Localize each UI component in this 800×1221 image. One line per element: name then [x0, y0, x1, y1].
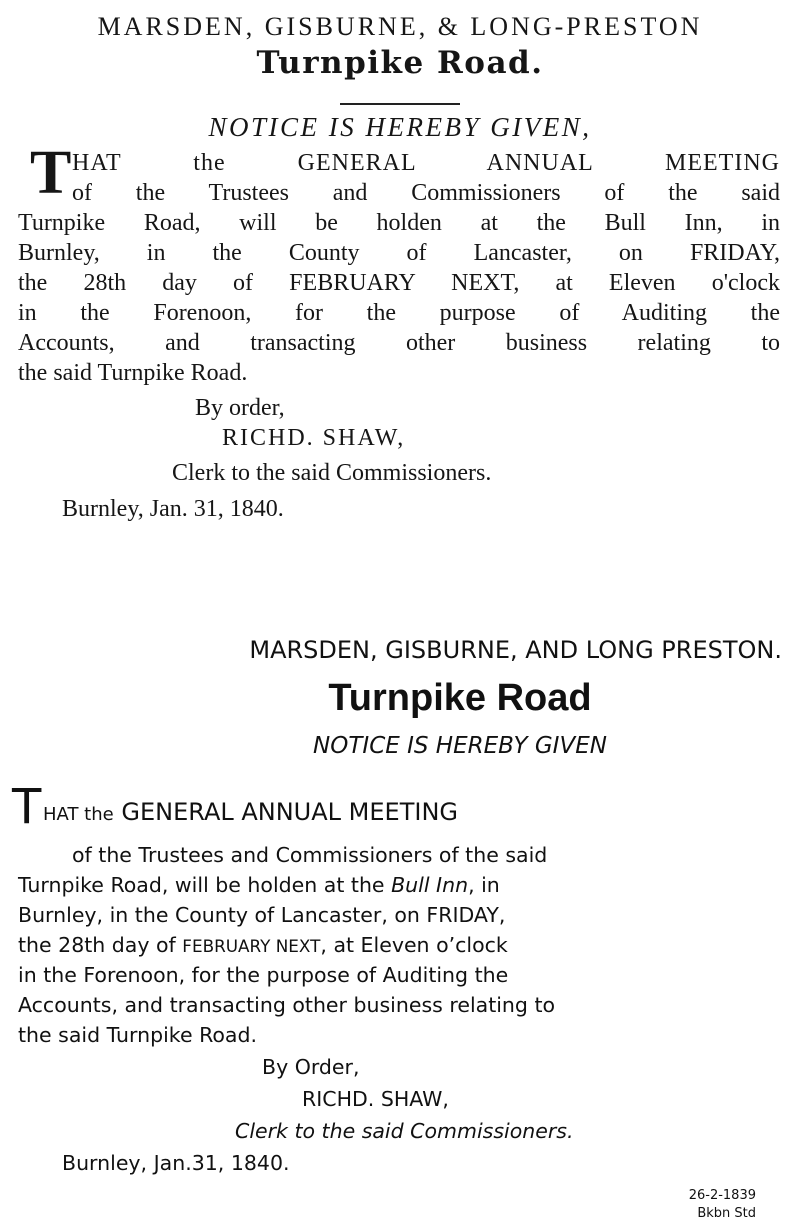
original-signatory: RICHD. SHAW,: [222, 425, 406, 451]
original-body-line: of the Trustees and Commissioners of the said: [72, 180, 780, 206]
transcription-body-line: [18, 933, 508, 957]
transcription-by-order: By Order,: [262, 1055, 360, 1079]
original-body-line: HAT the GENERAL ANNUAL MEETING: [72, 150, 780, 176]
original-body-line: Burnley, in the County of Lancaster, on FRIDAY,: [18, 240, 780, 266]
transcription-body-line: [18, 873, 500, 897]
transcription-body-line: Accounts, and transacting other business relating to: [18, 993, 556, 1017]
reference-date: 26-2-1839: [688, 1188, 756, 1203]
transcription-notice-heading: NOTICE IS HEREBY GIVEN: [313, 733, 607, 759]
first-line-small-text: HAT the: [43, 804, 114, 825]
transcription-title: Turnpike Road: [328, 677, 592, 719]
original-body-line: Turnpike Road, will be holden at the Bull Inn, in: [18, 210, 780, 236]
text-run: the 28th day of: [18, 933, 183, 957]
text-run: Turnpike Road, will be holden at the: [18, 873, 392, 897]
transcription-body-line: of the Trustees and Commissioners of the said: [72, 843, 548, 867]
reference-source: Bkbn Std: [697, 1206, 756, 1221]
transcription-signatory-title: Clerk to the said Commissioners.: [235, 1119, 574, 1143]
original-by-order: By order,: [195, 395, 285, 421]
original-clipping: [0, 0, 800, 560]
original-body-line: the said Turnpike Road.: [18, 360, 248, 386]
original-header-line: MARSDEN, GISBURNE, & LONG-PRESTON: [97, 12, 703, 41]
text-run: , at Eleven o’clock: [320, 933, 508, 957]
transcription: [0, 600, 800, 1221]
first-line-main-text: GENERAL ANNUAL MEETING: [121, 798, 458, 826]
original-body-line: Accounts, and transacting other business relating to: [18, 330, 780, 356]
original-title: Turnpike Road.: [256, 45, 544, 81]
transcription-dateline: Burnley, Jan.31, 1840.: [62, 1151, 290, 1175]
transcription-header-line: MARSDEN, GISBURNE, AND LONG PRESTON.: [249, 636, 782, 664]
transcription-body-line: the said Turnpike Road.: [18, 1023, 258, 1047]
transcription-drop-cap: T: [12, 779, 42, 835]
transcription-body-line: Burnley, in the County of Lancaster, on FRIDAY,: [18, 903, 506, 927]
original-notice-heading: NOTICE IS HEREBY GIVEN,: [208, 112, 592, 142]
original-body-line: in the Forenoon, for the purpose of Auditing the: [18, 300, 780, 326]
transcription-body-line: in the Forenoon, for the purpose of Auditing the: [18, 963, 509, 987]
transcription-signatory: RICHD. SHAW,: [302, 1087, 449, 1111]
original-drop-cap: T: [30, 139, 72, 207]
italic-inn-name: Bull Inn: [391, 873, 469, 897]
text-run: , in: [468, 873, 500, 897]
original-body-line: the 28th day of FEBRUARY NEXT, at Eleven o'clock: [18, 270, 780, 296]
original-divider-rule: [340, 103, 460, 105]
original-dateline: Burnley, Jan. 31, 1840.: [62, 496, 284, 522]
original-signatory-title: Clerk to the said Commissioners.: [172, 460, 492, 486]
transcription-first-line: [43, 798, 458, 826]
smallcaps-month: FEBRUARY NEXT: [182, 936, 321, 956]
